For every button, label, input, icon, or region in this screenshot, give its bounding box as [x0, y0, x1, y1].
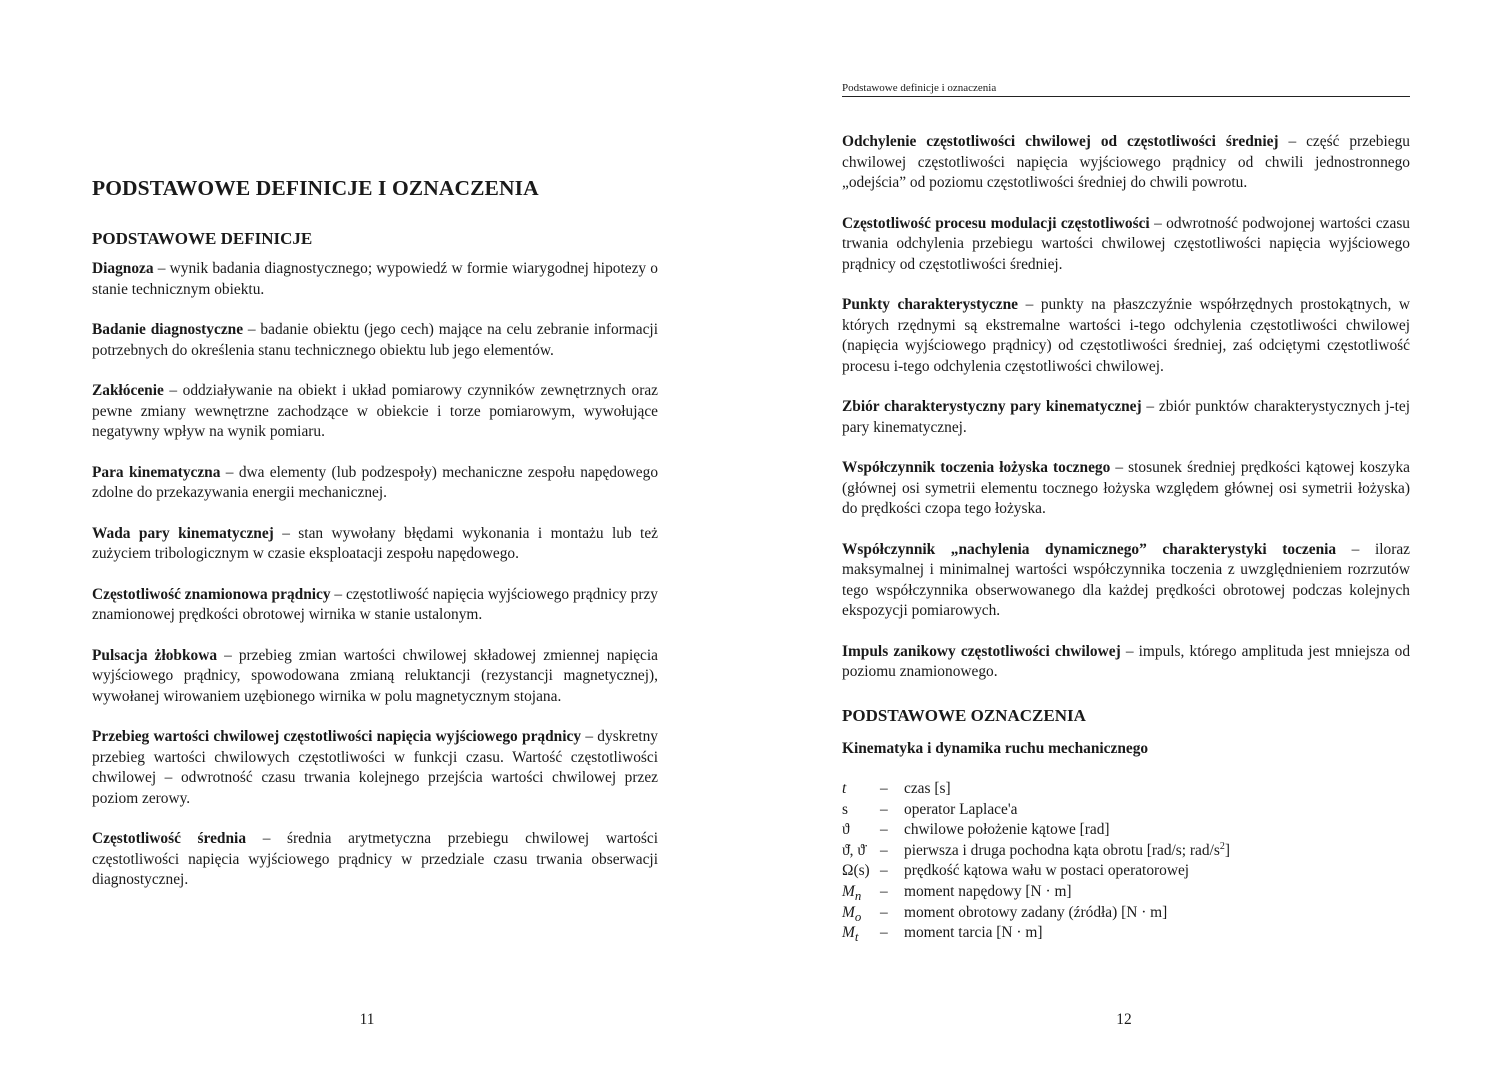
symbol-description: moment tarcia [N · m] [904, 924, 1043, 942]
symbol-description: moment obrotowy zadany (źródła) [N · m] [904, 903, 1168, 921]
symbol-dash: – [880, 924, 888, 942]
definition-term: Częstotliwość procesu modulacji częstotliwości [842, 214, 1150, 232]
definition-paragraph [842, 540, 1410, 622]
definition-text: – badanie obiektu (jego cech) mające na celu zebranie informacji potrzebnych do określenia stanu technicznego obiektu lub jego elementów. [92, 321, 658, 359]
subscript: n [854, 889, 862, 904]
superscript: 2 [1219, 840, 1225, 852]
symbol-list [842, 779, 1410, 944]
symbol-dash: – [880, 841, 888, 859]
symbol-description: czas [s] [904, 780, 951, 797]
symbol-dash: – [880, 882, 888, 900]
definition-text: – przebieg zmian wartości chwilowej składowej zmiennej napięcia wyjściowego prądnicy, spowodowana zmianą reluktancji (rezystancji magnetycznej), wywołanej wirowaniem uzębionego wirnika w polu magnetycznym stojana. [92, 646, 658, 705]
symbol-description: prędkość kątowa wału w postaci operatorowej [904, 862, 1190, 880]
definition-text: – część przebiegu chwilowej częstotliwości napięcia wyjściowego prądnicy od chwili jednostronnego „odejścia” od poziomu częstotliwości średniej do chwili powrotu. [842, 133, 1410, 191]
definition-text: – wynik badania diagnostycznego; wypowiedź w formie wiarygodnej hipotezy o stanie technicznym obiektu. [92, 260, 658, 298]
left-page [92, 0, 658, 1073]
symbol-base: M [842, 882, 855, 900]
page-number: 11 [359, 1011, 375, 1028]
definition-text: – impuls, którego amplituda jest mniejsza od poziomu znamionowego. [842, 642, 1411, 680]
symbol: ϑ [842, 821, 850, 839]
symbol-description: moment napędowy [N · m] [904, 882, 1072, 900]
definition-paragraph [92, 829, 658, 891]
definition-term: Pulsacja żłobkowa [92, 646, 218, 664]
section-title-definitions: PODSTAWOWE DEFINICJE [92, 229, 313, 248]
symbol: s [842, 800, 848, 818]
definition-text: – punkty na płaszczyźnie współrzędnych prostokątnych, w których rzędnymi są ekstremalne wartości i-tego odchylenia częstotliwości chwilowej (napięcia wyjściowego prądnicy) od częstotliwości średniej, zaś odciętymi częstotliwość procesu i-tego odchylenia częstotliwości chwilowej. [842, 296, 1410, 375]
definition-paragraph [92, 259, 658, 300]
symbol-row [842, 800, 1410, 821]
definition-term: Przebieg wartości chwilowej częstotliwości napięcia wyjściowego prądnicy [92, 728, 582, 745]
symbol-dash: – [880, 903, 888, 921]
definition-term: Impuls zanikowy częstotliwości chwilowej [842, 642, 1121, 660]
definition-paragraph [842, 458, 1410, 520]
symbol-row [842, 861, 1410, 882]
symbol-row [842, 820, 1410, 841]
section-title-notation: PODSTAWOWE OZNACZENIA [842, 706, 1086, 725]
definition-term: Wada pary kinematycznej [92, 524, 274, 542]
symbol-base: M [842, 924, 855, 942]
definition-term: Częstotliwość średnia [92, 830, 247, 847]
symbol-row [842, 923, 1410, 944]
definition-paragraph [92, 646, 658, 708]
definition-term: Badanie diagnostyczne [92, 321, 244, 338]
symbol: t [842, 780, 847, 797]
symbol-row [842, 882, 1410, 903]
symbol-description-suffix: ] [1224, 841, 1230, 859]
definition-paragraph [92, 727, 658, 809]
definition-paragraph [842, 132, 1410, 194]
definition-text: – dyskretny przebieg wartości chwilowych częstotliwości w funkcji czasu. Wartość częstotliwości chwilowej – odwrotność czasu trwania kolejnego przejścia wartości chwilowej przez poziom zerowy. [92, 728, 658, 807]
right-page [842, 0, 1410, 1073]
definition-term: Współczynnik „nachylenia dynamicznego” charakterystyki toczenia [842, 540, 1337, 558]
symbol-row [842, 903, 1410, 924]
definition-text: – stan wywołany błędami wykonania i montażu lub też zużyciem tribologicznym w czasie eksploatacji zespołu napędowego. [92, 524, 658, 562]
definition-paragraph [92, 320, 658, 361]
definition-paragraph [842, 397, 1410, 438]
definition-term: Współczynnik toczenia łożyska tocznego [842, 459, 1111, 476]
symbol [842, 923, 880, 944]
definition-text: – iloraz maksymalnej i minimalnej wartości współczynnika toczenia z uwzględnieniem rozrzutów tego współczynnika obserwowanego dla każdej prędkości obrotowej podczas kolejnych ekspozycji pomiarowych. [842, 540, 1410, 619]
definition-paragraph [842, 642, 1410, 683]
definition-paragraph [92, 463, 658, 504]
definition-term: Odchylenie częstotliwości chwilowej od częstotliwości średniej [842, 133, 1279, 150]
definition-paragraph [842, 214, 1410, 276]
definition-text: – dwa elementy (lub podzespoły) mechaniczne zespołu napędowego zdolne do przekazywania energii mechanicznej. [92, 463, 659, 501]
definition-term: Zbiór charakterystyczny pary kinematycznej [842, 398, 1142, 415]
definition-term: Para kinematyczna [92, 463, 221, 481]
definitions-list-left [92, 259, 658, 911]
definition-text: – oddziaływanie na obiekt i układ pomiarowy czynników zewnętrznych oraz pewne zmiany wewnętrzne zachodzące w obiekcie i torze pomiarowym, wywołujące negatywny wpływ na wynik pomiaru. [92, 382, 658, 440]
chapter-title: PODSTAWOWE DEFINICJE I OZNACZENIA [92, 176, 539, 200]
symbol-description-text: pierwsza i druga pochodna kąta obrotu [rad/s; rad/s [904, 841, 1220, 859]
definitions-list-right [842, 132, 1410, 703]
symbol-dash: – [880, 780, 888, 797]
definition-text: – stosunek średniej prędkości kątowej koszyka (głównej osi symetrii elementu tocznego łożyska względem głównej osi symetrii łożyska) do prędkości czopa tego łożyska. [842, 459, 1410, 517]
subscript: t [854, 930, 859, 945]
definition-term: Zakłócenie [92, 382, 164, 399]
running-head: Podstawowe definicje i oznaczenia [842, 82, 1410, 97]
subsection-title: Kinematyka i dynamika ruchu mechanicznego [842, 740, 1149, 757]
definition-term: Punkty charakterystyczne [842, 296, 1018, 313]
definition-text: – zbiór punktów charakterystycznych j-tej pary kinematycznej. [842, 398, 1411, 436]
symbol-dash: – [880, 821, 888, 839]
symbol: ϑ̇, ϑ̈ [842, 841, 865, 859]
definition-paragraph [92, 524, 658, 565]
definition-term: Częstotliwość znamionowa prądnicy [92, 585, 331, 603]
definition-text: – średnia arytmetyczna przebiegu chwilowej wartości częstotliwości napięcia wyjściowego prądnicy w przedziale czasu trwania obserwacji diagnostycznej. [92, 830, 658, 888]
definition-text: – częstotliwość napięcia wyjściowego prądnicy przy znamionowej prędkości obrotowej wirnika w stanie ustalonym. [92, 585, 658, 623]
symbol-dash: – [880, 800, 888, 818]
symbol-description: chwilowe położenie kątowe [rad] [904, 821, 1110, 839]
definition-text: – odwrotność podwojonej wartości czasu trwania odchylenia przebiegu wartości chwilowej częstotliwości napięcia wyjściowego prądnicy od częstotliwości średniej. [842, 214, 1411, 273]
symbol: Ω(s) [842, 862, 870, 880]
symbol [842, 882, 880, 903]
symbol-description [904, 841, 1410, 862]
definition-paragraph [842, 295, 1410, 377]
definition-paragraph [92, 381, 658, 443]
symbol-dash: – [880, 862, 888, 880]
page-number: 12 [1116, 1011, 1132, 1028]
subscript: o [854, 909, 862, 924]
symbol-row [842, 841, 1410, 862]
symbol [842, 903, 880, 924]
definition-paragraph [92, 585, 658, 626]
symbol-base: M [842, 903, 855, 921]
symbol-description: operator Laplace'a [904, 800, 1018, 818]
symbol-row [842, 779, 1410, 800]
definition-term: Diagnoza [92, 260, 154, 277]
